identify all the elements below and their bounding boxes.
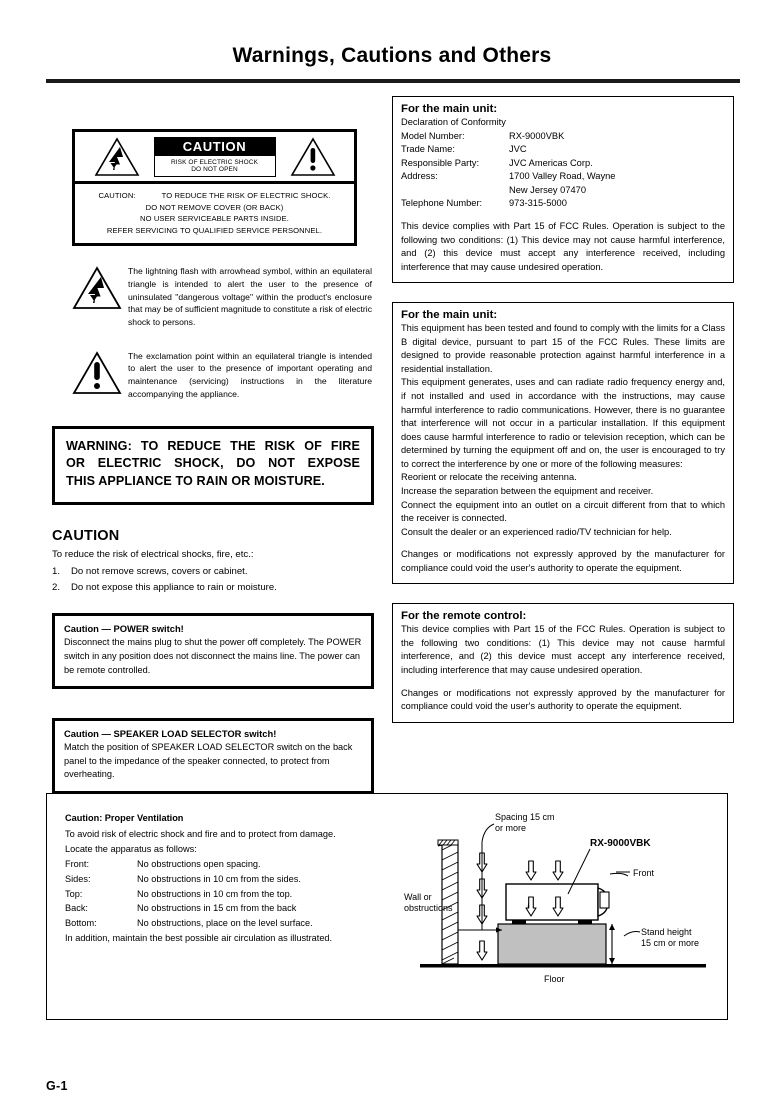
fcc-main-unit-box xyxy=(392,302,734,584)
diagram-wall-label-line1: Wall or xyxy=(404,892,432,902)
table-row xyxy=(65,916,405,931)
table-row xyxy=(65,887,405,902)
table-cell-value: No obstructions in 10 cm from the sides. xyxy=(137,873,301,884)
fcc-main-box-title: For the main unit: xyxy=(401,309,498,322)
fcc-remote-control-box xyxy=(392,603,734,722)
diagram-stand-label-line2: 15 cm or more xyxy=(641,938,700,948)
table-cell-value: JVC xyxy=(509,144,527,155)
fcc-main-paragraph-2: This equipment generates, uses and can radiate radio frequency energy and, if not installed and used in accordance with the instructions, may cause harmful interference to radio communications. However, there is no guarantee that interference will not occur in a particular installation. If this equipment does cause harmful interference to radio or television reception, which can be determined by turning the equipment off and on, the user is encouraged to try to correct the interference by one or more of the following measures: xyxy=(401,377,725,469)
caution-plate xyxy=(154,137,276,177)
ventilation-intro-2: Locate the apparatus as follows: xyxy=(65,843,197,854)
lightning-symbol-explanation xyxy=(72,264,372,329)
lightning-bolt-triangle-icon xyxy=(72,264,128,315)
caution-section-lead: To reduce the risk of electrical shocks, fire, etc.: xyxy=(52,549,254,561)
ventilation-title: Caution: Proper Ventilation xyxy=(65,813,184,823)
fcc-measure-2: Increase the separation between the equipment and receiver. xyxy=(401,485,654,496)
table-cell-value: No obstructions in 10 cm from the top. xyxy=(137,888,293,899)
table-cell-value: No obstructions open spacing. xyxy=(137,858,261,869)
fcc-main-paragraph-3: Changes or modifications not expressly approved by the manufacturer for compliance could void the user's authority to operate the equipment. xyxy=(401,549,725,573)
left-column xyxy=(46,96,376,794)
table-cell-value: 1700 Valley Road, Wayne xyxy=(509,171,616,182)
power-switch-caution-body: Disconnect the mains plug to shut the power off completely. The POWER switch in any position does not disconnect the mains line. The power can be remote controlled. xyxy=(64,637,362,675)
exclamation-symbol-text: The exclamation point within an equilateral triangle is intended to alert the user to the presence of important operating and maintenance (servicing) instructions in the literature accompanying the appliance. xyxy=(128,350,372,399)
declaration-details-table xyxy=(401,130,725,211)
list-item-label: Do not expose this appliance to rain or moisture. xyxy=(71,581,277,593)
exclamation-symbol-explanation xyxy=(72,349,372,401)
table-row xyxy=(401,157,725,171)
table-cell-value: JVC Americas Corp. xyxy=(509,157,593,168)
declaration-box-subtitle: Declaration of Conformity xyxy=(401,117,506,127)
power-switch-caution-title: Caution — POWER switch! xyxy=(64,623,184,635)
warning-line-2: OR ELECTRIC SHOCK, DO NOT EXPOSE xyxy=(66,456,360,471)
declaration-box-paragraph: This device complies with Part 15 of FCC Rules. Operation is subject to the following two conditions: (1) This device may not cause harmful interference, and (2) this device must accept any interference received, including interference that may cause undesired operation. xyxy=(401,220,725,272)
table-row xyxy=(401,130,725,144)
caution-notice-label: CAUTION: xyxy=(98,191,136,200)
list-item xyxy=(52,580,376,596)
caution-emblem-notice xyxy=(75,184,354,243)
table-cell-value: No obstructions in 15 cm from the back xyxy=(137,903,297,914)
table-cell-value: No obstructions, place on the level surface. xyxy=(137,918,313,929)
table-row xyxy=(65,872,405,887)
remote-paragraph-2: Changes or modifications not expressly approved by the manufacturer for compliance could void the user's authority to operate the equipment. xyxy=(401,687,725,712)
proper-ventilation-box xyxy=(46,793,728,1020)
diagram-front-label: Front xyxy=(633,868,655,878)
table-row xyxy=(401,170,725,184)
declaration-of-conformity-box xyxy=(392,96,734,283)
warning-line-1: WARNING: TO REDUCE THE RISK OF FIRE xyxy=(66,438,360,453)
list-item-label: Do not remove screws, covers or cabinet. xyxy=(71,566,248,578)
table-row xyxy=(65,901,405,916)
diagram-stand-label-line1: Stand height xyxy=(641,927,692,937)
table-cell-value: 973-315-5000 xyxy=(509,198,567,209)
remote-paragraph-1: This device complies with Part 15 of the FCC Rules. Operation is subject to the following two conditions: (1) This device may not cause harmful interference, and (2) this device must accept any interference received, including interference that may cause undesired operation. xyxy=(401,624,725,675)
diagram-floor-label: Floor xyxy=(544,974,565,984)
caution-plate-heading: CAUTION xyxy=(155,138,275,156)
ventilation-text xyxy=(65,811,405,946)
warning-line-3: THIS APPLIANCE TO RAIN OR MOISTURE. xyxy=(66,474,325,489)
list-item-number: 2. xyxy=(52,581,61,593)
table-cell-key: Top: xyxy=(65,888,83,899)
table-cell-key: Model Number: xyxy=(401,130,465,141)
ventilation-diagram xyxy=(402,802,722,1014)
table-row xyxy=(401,143,725,157)
caution-plate-line1: RISK OF ELECTRIC SHOCK xyxy=(170,159,259,166)
right-column xyxy=(392,96,734,723)
caution-notice-line2: DO NOT REMOVE COVER (OR BACK) xyxy=(145,202,284,212)
page-title: Warnings, Cautions and Others xyxy=(232,44,552,67)
remote-box-title: For the remote control: xyxy=(401,610,527,623)
speaker-load-caution-title: Caution — SPEAKER LOAD SELECTOR switch! xyxy=(64,728,277,740)
table-cell-key: Front: xyxy=(65,858,89,869)
diagram-spacing-label-line2: or more xyxy=(495,823,527,833)
speaker-load-caution-box xyxy=(52,718,374,794)
speaker-load-caution-body: Match the position of SPEAKER LOAD SELECTOR switch on the back panel to the impedance of the speaker connected, to protect from overheating. xyxy=(64,742,353,780)
declaration-box-title: For the main unit: xyxy=(401,103,498,115)
table-cell-key: Telephone Number: xyxy=(401,198,483,209)
table-row xyxy=(401,197,725,211)
caution-section-list xyxy=(52,564,376,595)
lightning-symbol-text: The lightning flash with arrowhead symbol, within an equilateral triangle is intended to alert the user to the presence of uninsulated "dangerous voltage" within the product's enclosure that may be of sufficient magnitude to constitute a risk of electric shock to persons. xyxy=(128,266,372,327)
warning-box xyxy=(52,426,374,506)
table-cell-key: Bottom: xyxy=(65,918,97,929)
caution-emblem-box xyxy=(72,129,357,246)
diagram-wall-label-line2: obstructions xyxy=(404,903,453,913)
page-number: G-1 xyxy=(46,1079,68,1093)
table-cell-key: Address: xyxy=(401,171,438,182)
fcc-measure-3: Connect the equipment into an outlet on a circuit different from that to which the receiver is connected. xyxy=(401,499,725,524)
exclamation-triangle-icon xyxy=(290,137,336,177)
ventilation-closing: In addition, maintain the best possible air circulation as illustrated. xyxy=(65,933,333,944)
fcc-measure-1: Reorient or relocate the receiving antenna. xyxy=(401,472,577,483)
diagram-unit-label: RX-9000VBK xyxy=(590,838,651,849)
table-cell-key: Trade Name: xyxy=(401,144,455,155)
list-item-number: 1. xyxy=(52,566,61,578)
table-cell-key: Back: xyxy=(65,903,88,914)
lightning-bolt-triangle-icon xyxy=(94,137,140,177)
table-cell-key: Sides: xyxy=(65,873,91,884)
table-cell-value: RX-9000VBK xyxy=(509,130,565,141)
table-cell-value: New Jersey 07470 xyxy=(509,184,586,195)
table-row xyxy=(401,184,725,198)
caution-plate-line2: DO NOT OPEN xyxy=(191,166,238,173)
ventilation-intro-1: To avoid risk of electric shock and fire and to protect from damage. xyxy=(65,828,336,839)
fcc-main-paragraph-1: This equipment has been tested and found to comply with the limits for a Class B digital device, pursuant to part 15 of the FCC Rules. These limits are designed to provide reasonable protection against harmful interference in a residential installation. xyxy=(401,323,726,374)
exclamation-triangle-icon xyxy=(72,349,128,400)
title-divider xyxy=(46,79,740,83)
fcc-measure-4: Consult the dealer or an experienced radio/TV technician for help. xyxy=(401,526,672,537)
caution-section-heading: CAUTION xyxy=(52,528,120,545)
caution-notice-line1: TO REDUCE THE RISK OF ELECTRIC SHOCK. xyxy=(161,191,331,200)
list-item xyxy=(52,564,376,580)
table-row xyxy=(65,857,405,872)
diagram-spacing-label-line1: Spacing 15 cm xyxy=(495,812,555,822)
table-cell-key: Responsible Party: xyxy=(401,157,480,168)
power-switch-caution-box xyxy=(52,613,374,689)
caution-notice-line4: REFER SERVICING TO QUALIFIED SERVICE PERSONNEL. xyxy=(106,225,323,235)
caution-notice-line3: NO USER SERVICEABLE PARTS INSIDE. xyxy=(140,214,289,224)
caution-emblem-top xyxy=(75,132,354,184)
